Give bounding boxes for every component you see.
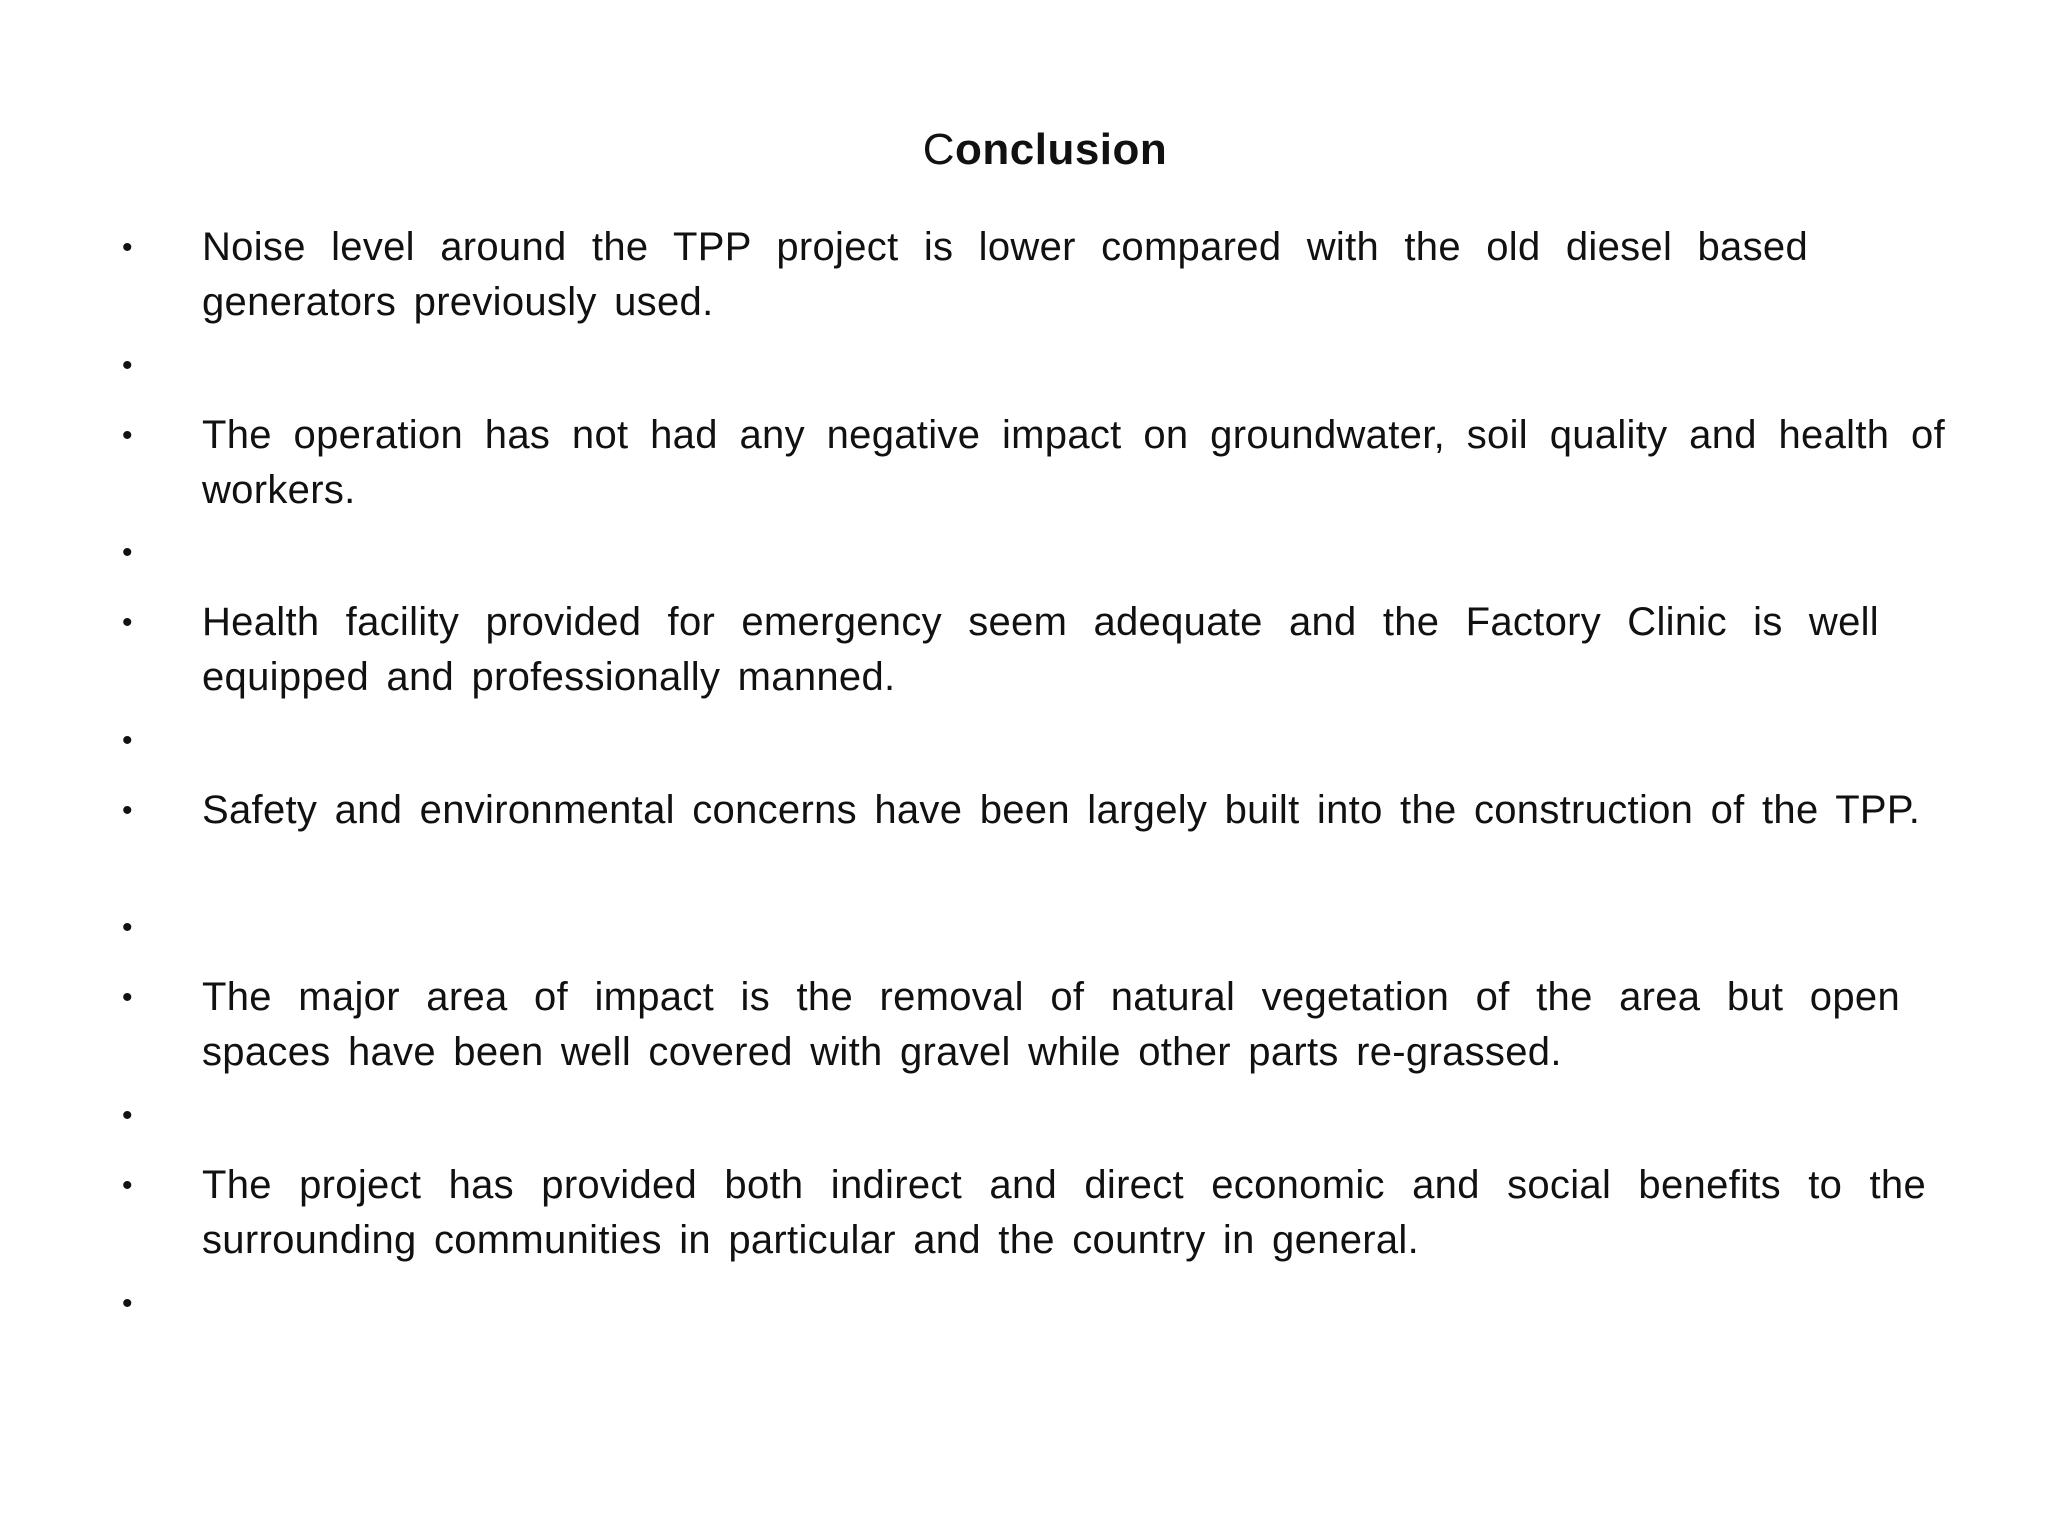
title-rest: onclusion [955,125,1168,174]
bullet-text: Noise level around the TPP project is lower compared with the old diesel based generators previously used. [202,225,1808,324]
bullet-text: The major area of impact is the removal of natural vegetation of the area but open spaces have been well covered with gravel while other parts re-grassed. [202,975,1900,1074]
bullet-text: The project has provided both indirect and direct economic and social benefits to the surrounding communities in particular and the country in general. [202,1163,1926,1262]
bullet-marker: • [122,724,133,757]
bullet-marker: • [122,794,133,827]
bullet-text: Safety and environmental concerns have been largely built into the construction of the TPP. [202,788,1921,832]
bullet-marker: • [122,606,133,639]
bullet-text: The operation has not had any negative impact on groundwater, soil quality and health of workers. [202,413,1945,512]
bullet-marker: • [122,981,133,1014]
bullet-marker: • [122,911,133,944]
bullet-marker: • [122,419,133,452]
bullet-marker: • [122,349,133,382]
bullet-marker: • [122,1099,133,1132]
bullet-marker: • [122,536,133,569]
bullet-text: Health facility provided for emergency seem adequate and the Factory Clinic is well equipped and professionally manned. [202,600,1879,699]
bullet-marker: • [122,1287,133,1320]
title-first-letter: C [922,125,955,174]
bullet-marker: • [122,231,133,264]
slide-title [0,120,2048,180]
bullet-marker: • [122,1169,133,1202]
